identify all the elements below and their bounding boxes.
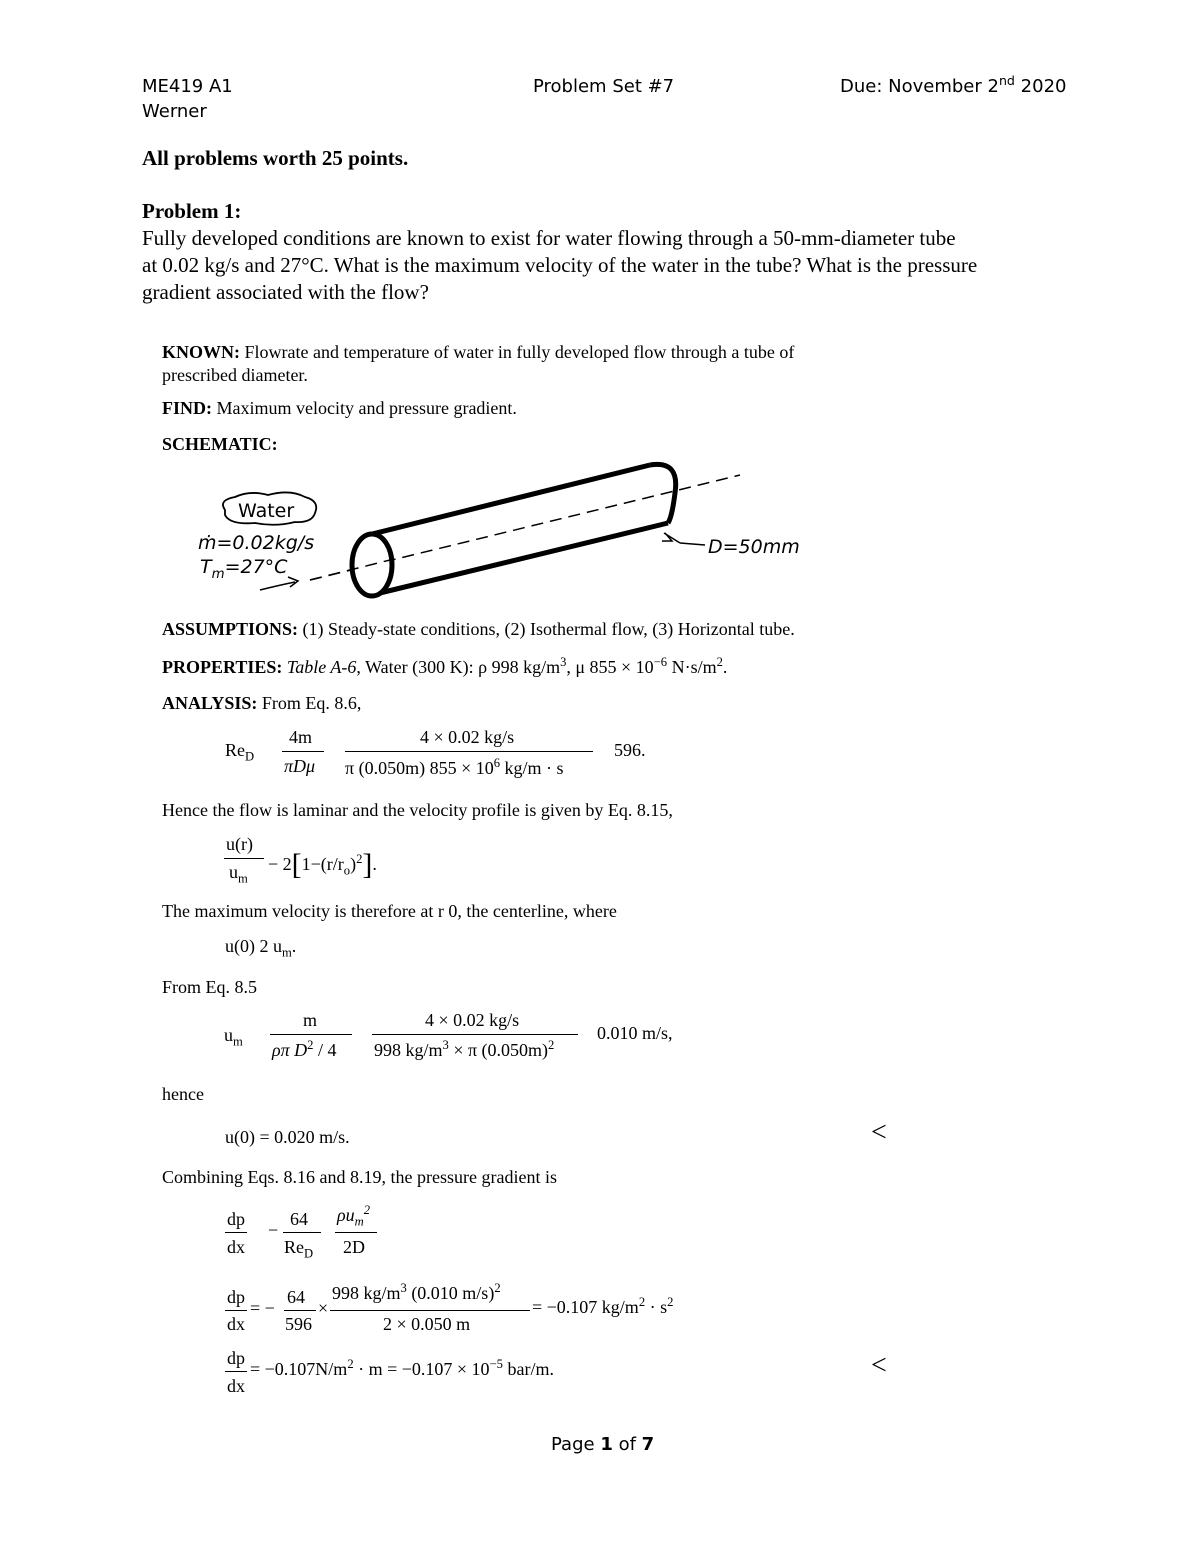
re-num-2: 4 × 0.02 kg/s (420, 727, 515, 747)
re-lhs: $Re_D$ (225, 740, 255, 764)
properties-line: PROPERTIES: Table A-6, Water (300 K): ρ 998 $kg/m^3$, μ $855 \times 10^{-6}$ $N\cdot s/m^2$. (162, 655, 728, 677)
laminar-text: Hence the flow is laminar and the velocity profile is given by Eq. 8.15, (162, 800, 673, 820)
dp-1: dp (227, 1209, 245, 1229)
ur-num: u(r) (226, 834, 253, 854)
problem-line-3: gradient associated with the flow? (142, 280, 429, 304)
diameter-pointer (680, 543, 705, 545)
answer-marker-1: < (871, 1117, 887, 1148)
g1-num2: $\rho u_m^2$ (337, 1203, 371, 1229)
author-name: Werner (142, 101, 207, 122)
g3-result: = $-0.107N/m^2 \cdot m = -0.107 \times 10^{-5}$ bar/m. (250, 1357, 554, 1379)
um-num-2: 4 × 0.02 kg/s (425, 1010, 520, 1030)
dx-1: dx (227, 1237, 245, 1257)
um-num-1: m (303, 1010, 318, 1030)
mean-temp-label: $T_m=27^\circ C$ (200, 556, 288, 582)
find-line: FIND: Maximum velocity and pressure gradient. (162, 398, 517, 418)
course-code: ME419 A1 (142, 76, 233, 97)
g1-den2: 2D (343, 1237, 365, 1257)
u0-relation: u(0) 2 $u_m$. (225, 936, 297, 960)
g2-eq: = − (250, 1298, 275, 1318)
g2-num1: 64 (287, 1287, 305, 1307)
g2-den2: 2 × 0.050 m (383, 1314, 471, 1334)
um-result: 0.010 m/s, (597, 1023, 673, 1043)
g1-den: $Re_D$ (284, 1237, 314, 1261)
page-number: Page 1 of 7 (551, 1434, 655, 1455)
schematic-label: SCHEMATIC: (162, 434, 278, 454)
g2-num2: 998 $kg/m^3$ (0.010 m/s)$^2$ (332, 1281, 501, 1303)
eq85-text: From Eq. 8.5 (162, 977, 258, 997)
g2-result: = −0.107 $kg/m^2 \cdot s^2$ (532, 1295, 674, 1317)
ur-rhs: − $2[1-(r/r_o)^2]$. (268, 848, 377, 881)
flow-arrow (260, 582, 295, 590)
dp-2: dp (227, 1287, 245, 1307)
problem-line-2: at 0.02 kg/s and 27°C. What is the maximum velocity of the water in the tube? What is the pressure (142, 253, 978, 277)
mass-flow-label: ṁ=0.02kg/s (198, 532, 315, 554)
problem-set-title: Problem Set #7 (533, 76, 675, 97)
max-velocity-text: The maximum velocity is therefore at r 0, the centerline, where (162, 901, 617, 921)
g1-minus: − (268, 1220, 279, 1240)
re-den-2: π (0.050m) $855 \times 10^6$ kg/m · s (345, 756, 564, 778)
re-den-1: πDμ (284, 756, 316, 776)
points-note: All problems worth 25 points. (142, 146, 409, 170)
answer-marker-2: < (871, 1350, 887, 1381)
u0-result: u(0) = 0.020 m/s. (225, 1127, 350, 1147)
ur-den: $u_m$ (229, 862, 248, 886)
g1-num: 64 (290, 1209, 308, 1229)
problem-line-1: Fully developed conditions are known to exist for water flowing through a 50-mm-diameter tube (142, 226, 956, 250)
known-line-1: KNOWN: Flowrate and temperature of water in fully developed flow through a tube of (162, 342, 795, 362)
dx-2: dx (227, 1314, 245, 1334)
due-date: Due: November 2nd 2020 (840, 73, 1067, 97)
known-line-2: prescribed diameter. (162, 365, 308, 385)
hence-text: hence (162, 1084, 204, 1104)
water-label: Water (238, 500, 295, 522)
re-num-1: 4m (289, 727, 313, 747)
diameter-label: D=50mm (708, 536, 800, 558)
dx-3: dx (227, 1376, 245, 1396)
analysis-line: ANALYSIS: From Eq. 8.6, (162, 693, 362, 713)
um-den-1: ρπ $D^2 / 4$ (272, 1038, 337, 1060)
g2-times: × (318, 1298, 329, 1318)
problem-label: Problem 1: (142, 199, 242, 223)
tube-schematic (190, 455, 810, 605)
re-result: 596. (614, 740, 646, 760)
assumptions-line: ASSUMPTIONS: (1) Steady-state conditions, (2) Isothermal flow, (3) Horizontal tube. (162, 619, 795, 639)
g2-den1: 596 (285, 1314, 312, 1334)
combining-text: Combining Eqs. 8.16 and 8.19, the pressure gradient is (162, 1167, 557, 1187)
um-den-2: 998 $kg/m^3 \times \pi$ $(0.050m)^2$ (374, 1038, 555, 1060)
dp-3: dp (227, 1348, 245, 1368)
um-lhs: $u_m$ (224, 1025, 243, 1049)
